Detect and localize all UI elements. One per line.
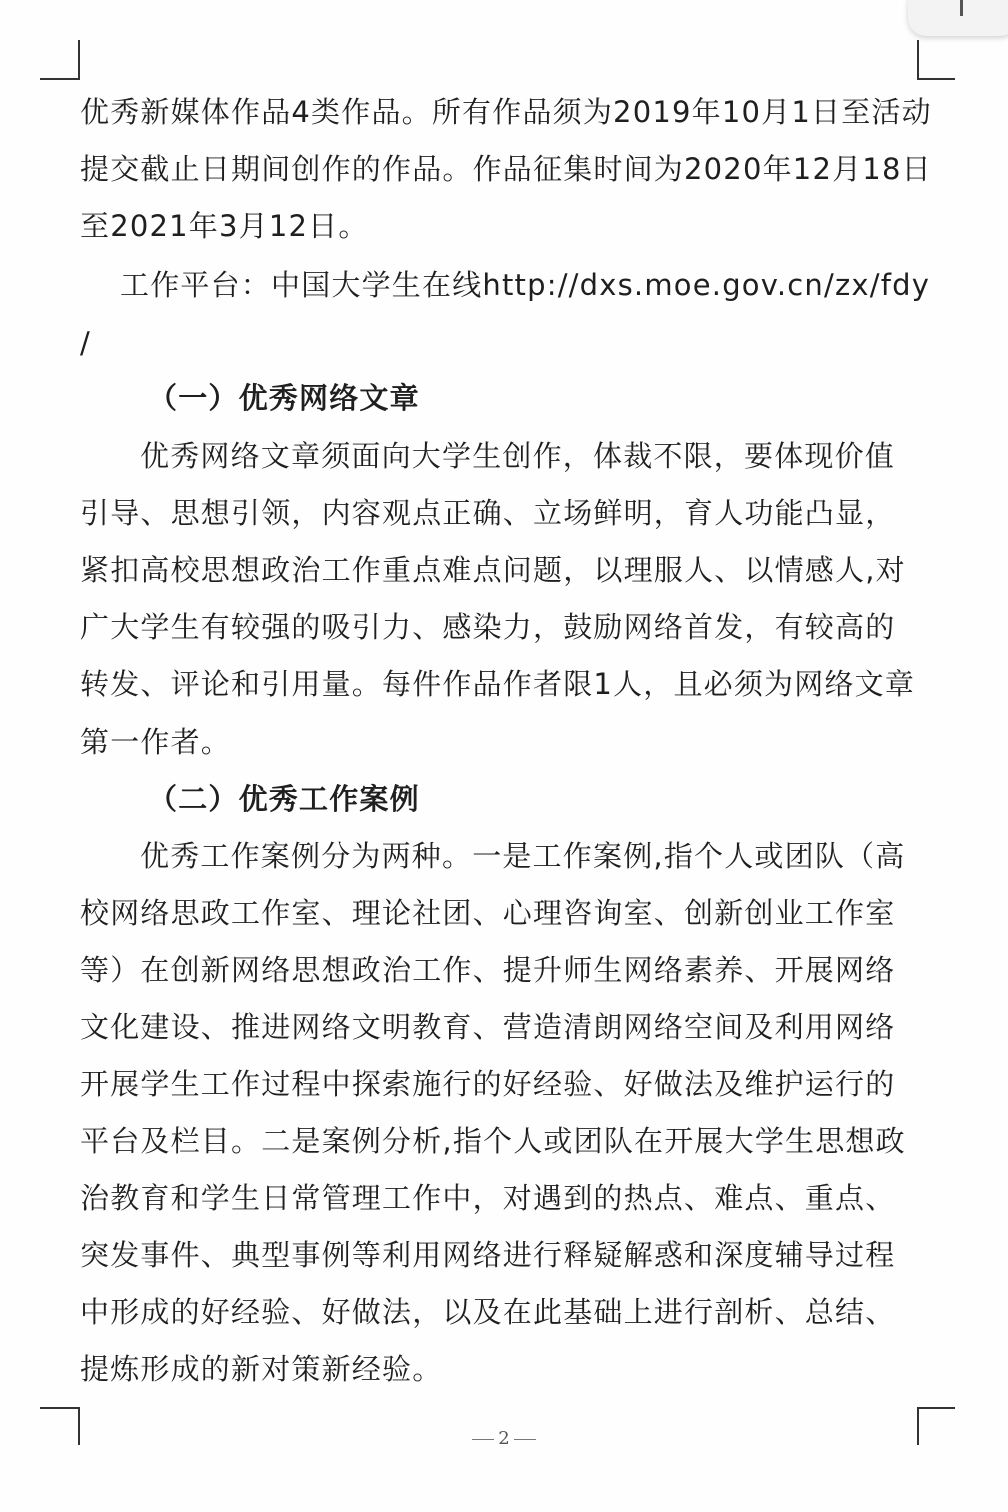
body-line: 广大学生有较强的吸引力、感染力，鼓励网络首发，有较高的 <box>80 610 896 644</box>
body-line: 等）在创新网络思想政治工作、提升师生网络素养、开展网络 <box>80 953 896 987</box>
page-number <box>0 1428 1008 1449</box>
platform-line-continued: / <box>80 326 91 360</box>
body-line: 优秀新媒体作品4类作品。所有作品须为2019年10月1日至活动 <box>80 95 932 129</box>
page-number-dash-left <box>472 1439 494 1440</box>
body-line: 平台及栏目。二是案例分析,指个人或团队在开展大学生思想政 <box>80 1124 906 1158</box>
body-line: 至2021年3月12日。 <box>80 209 369 243</box>
body-line: 优秀工作案例分为两种。一是工作案例,指个人或团队（高 <box>140 839 906 873</box>
body-line: 治教育和学生日常管理工作中，对遇到的热点、难点、重点、 <box>80 1181 896 1215</box>
body-line: 文化建设、推进网络文明教育、营造清朗网络空间及利用网络 <box>80 1010 896 1044</box>
crop-mark-top-right <box>915 40 957 82</box>
body-line: 中形成的好经验、好做法，以及在此基础上进行剖析、总结、 <box>80 1295 896 1329</box>
section-heading-articles: （一）优秀网络文章 <box>148 381 420 415</box>
body-line: 第一作者。 <box>80 725 232 759</box>
platform-line: 工作平台：中国大学生在线http://dxs.moe.gov.cn/zx/fdy <box>120 268 931 302</box>
body-line: 校网络思政工作室、理论社团、心理咨询室、创新创业工作室 <box>80 896 896 930</box>
body-line: 优秀网络文章须面向大学生创作，体裁不限，要体现价值 <box>140 439 896 473</box>
page-number-value: 2 <box>498 1428 510 1449</box>
crop-mark-top-left <box>40 40 82 82</box>
body-line: 提交截止日期间创作的作品。作品征集时间为2020年12月18日 <box>80 152 932 186</box>
body-line: 提炼形成的新对策新经验。 <box>80 1352 443 1386</box>
body-line: 开展学生工作过程中探索施行的好经验、好做法及维护运行的 <box>80 1067 896 1101</box>
page-number-dash-right <box>514 1439 536 1440</box>
body-line: 转发、评论和引用量。每件作品作者限1人，且必须为网络文章 <box>80 667 916 701</box>
section-heading-cases: （二）优秀工作案例 <box>148 782 420 816</box>
body-line: 引导、思想引领，内容观点正确、立场鲜明，育人功能凸显， <box>80 496 896 530</box>
body-line: 紧扣高校思想政治工作重点难点问题，以理服人、以情感人,对 <box>80 553 906 587</box>
body-line: 突发事件、典型事例等利用网络进行释疑解惑和深度辅导过程 <box>80 1238 896 1272</box>
scroll-handle[interactable] <box>908 0 1008 36</box>
scroll-handle-icon <box>960 0 963 16</box>
